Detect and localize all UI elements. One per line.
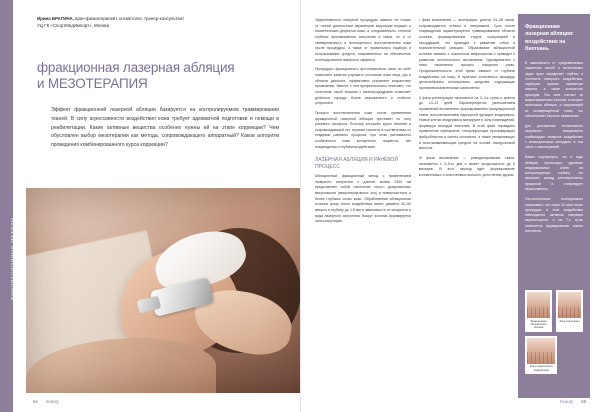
sidebar-callout-paragraph: Важно подчеркнуть, что в ходе абляции происходит удаление эпидермальных слоёв на контролируемую глубину, что запускает каскад регенеративных процессов и стимулирует неоколлагенез. (525, 155, 583, 191)
page-title-line1: фракционная лазерная абляция (37, 60, 235, 75)
sidebar-callout-paragraph: Для достижения оптимального результата специалисты комбинируют лазерное воздействие с инъекционными методами, в том числе с мезотерапией. (525, 124, 583, 150)
paragraph: Эффективность лазерной процедуры зависит не только от точной диагностики параметров коррекции морщин и косметических дефектов кожи, а, следовательно, степени глубины проникновения излучения в ткани, но и от своевременного и полноценного восстановления кожи после процедуры, а также от правильного подбора и использования средств, направленных на обеспечение потенцирования лазерного эффекта. (315, 18, 411, 62)
author-name: Ирина БРАГИНА, (37, 16, 74, 21)
paragraph: II фаза регенерации начинается на 3–4-е сутки и длится до 14–21 дней. Характеризуется уменьшением проявлений воспаления, формированием грануляционной ткани, восстановлением барьерной функции эпидермиса. Новые клетки эпидермиса мигрируют в зону повреждения, формируя молодой эпителий. В этой фазе оправдано применение препаратов, стимулирующих пролиферацию фибробластов и синтез коллагена, а также увлажняющих и восстанавливающих средств на основе гиалуроновой кислоты. (419, 95, 515, 151)
sidebar-callout (518, 14, 590, 398)
body-column-2 (419, 18, 515, 183)
author-byline (37, 16, 287, 30)
figure (556, 290, 583, 332)
author-credentials: врач-физиотерапевт, косметолог, тренер-консультант (75, 16, 185, 21)
folio-right-number: 65 (581, 399, 586, 404)
paragraph: Процедуры фракционного фототермолиза сами по себе позволяют заметно улучшить состояние кожи лица, рук и области декольте, эффективно устраняют возрастные проявления. Вместе с тем профессионалы отмечают, что сочетание такой терапии с мезопроцедурами позволяет добиться гораздо более выраженного и стойкого результата. (315, 67, 411, 106)
right-page (300, 0, 600, 412)
figure-image (558, 292, 581, 318)
paragraph: Абляционный фракционный метод с применением лазерного излучения с длиной волны 2940 нм представляет собой нанесение строго дозированных микроожогов (микротермальных зон) в поверхностных и более глубоких слоях кожи. Обработанная абляционная колонка сразу после воздействия имеет диаметр 40–60 микрон и глубину до 1,5 мм в зависимости от мощности и вида лазерного излучения. Вокруг колонки формируется зона коагуляции. (315, 173, 411, 224)
paragraph: I фаза воспаления — альтерация, длится 24–48 часов, сопровождается отёком и гиперемией. Срок после повреждения характеризуется травмированием области колонки, формированием струпа, коагуляцией и экссудацией, что приводит к развитию отёка и воспалительной реакции. Образование абляционной колонки связано с локальным микроожогом и приводит к развитию асептического воспаления. Одновременно с этим начинается процесс очищения раны. Продолжительность этой фазы зависит от глубины воздействия на кожу. В практике сочетанных процедур целесообразно использовать средства, содержащие противовоспалительные компоненты. (419, 18, 515, 90)
sidebar-callout-heading: Фракционная лазерная абляция: воздействие на биоткань (525, 24, 574, 52)
section-tab-label: ИННОВАЦИОННЫЕ МЕТОДЫ (10, 217, 15, 300)
folio-left-number: 64 (33, 399, 38, 404)
article-photo (26, 188, 313, 393)
figure-caption: Фракционная абляционная колонка (530, 319, 547, 330)
page-title-line2: и МЕЗОТЕРАПИЯ (37, 75, 148, 91)
sidebar-callout-paragraph: Гистологические исследования показывают, что через 24 часа после процедуры в зоне воздействия наблюдается активная миграция кератиноцитов, а на 7-е сутки отмечается формирование нового коллагена. (525, 197, 583, 233)
folio-right (560, 399, 586, 404)
figure (525, 290, 552, 332)
section-tab-sidebar (0, 0, 13, 412)
page-title (37, 60, 287, 92)
figure-image (527, 292, 550, 318)
figure-caption: Зона коагуляции (559, 319, 580, 323)
figure-group (525, 290, 583, 374)
figure-caption: Зона термического воздействия (529, 365, 553, 372)
paragraph: III фаза воспаления — ремоделирование ткани, начинается с 3–5-го дня и может продолжаться до 6 месяцев. В этот период идёт формирование коллагеновых и эластиновых волокон, уплотнение дермы. (419, 156, 515, 178)
figure-row (525, 290, 583, 332)
body-column-1 (315, 18, 411, 229)
section-subheading: ЛАЗЕРНАЯ АБЛЯЦИЯ И РАНЕВОЙ ПРОЦЕСС (315, 157, 398, 170)
photo-vignette (26, 188, 313, 393)
folio-right-brand: beauty (560, 399, 574, 404)
folio-left (33, 399, 59, 404)
author-affiliation: УЦ ГК «СпортМедИмпорт», Москва (37, 22, 110, 28)
figure (525, 336, 557, 374)
article-lead: Эффект фракционной лазерной абляции базируется на контролируемом травмировании тканей. В силу агрессивности воздействия кожа требует адекватной подготовки и помощи в реабилитации. Какие активные вещества особенно нужны ей на этапе коррекции? Чем обусловлен выбор мезотерапии как метода, сопровождающего аппаратный? Каков алгоритм проведения комбинированного курса коррекции? (51, 107, 279, 148)
paragraph: Процесс восстановления кожи после применения фракционной лазерной абляции протекает по типу раневого процесса. Поэтому алгоритм курса лечения и сопровождающей его терапии строится в соответствии со стадиями раневого процесса, при этом учитываются особенности кожи конкретного пациента, тип повреждения и глубина воздействия. (315, 110, 411, 149)
figure-image (527, 338, 555, 364)
folio-left-brand: beauty (45, 399, 59, 404)
left-page-content (13, 0, 300, 412)
sidebar-callout-paragraph: В зависимости от предъявляемых пациентом жалоб и эстетических задач врач определяет глубину и плотность лазерного воздействия, подбирая нужные параметры энергии, а также количество проходов. Эта зона состоит из микротермальных колонок, в которых произошла абляция, и окружающей их неповреждённой ткани, что обеспечивает быстрое заживление. (525, 61, 583, 118)
